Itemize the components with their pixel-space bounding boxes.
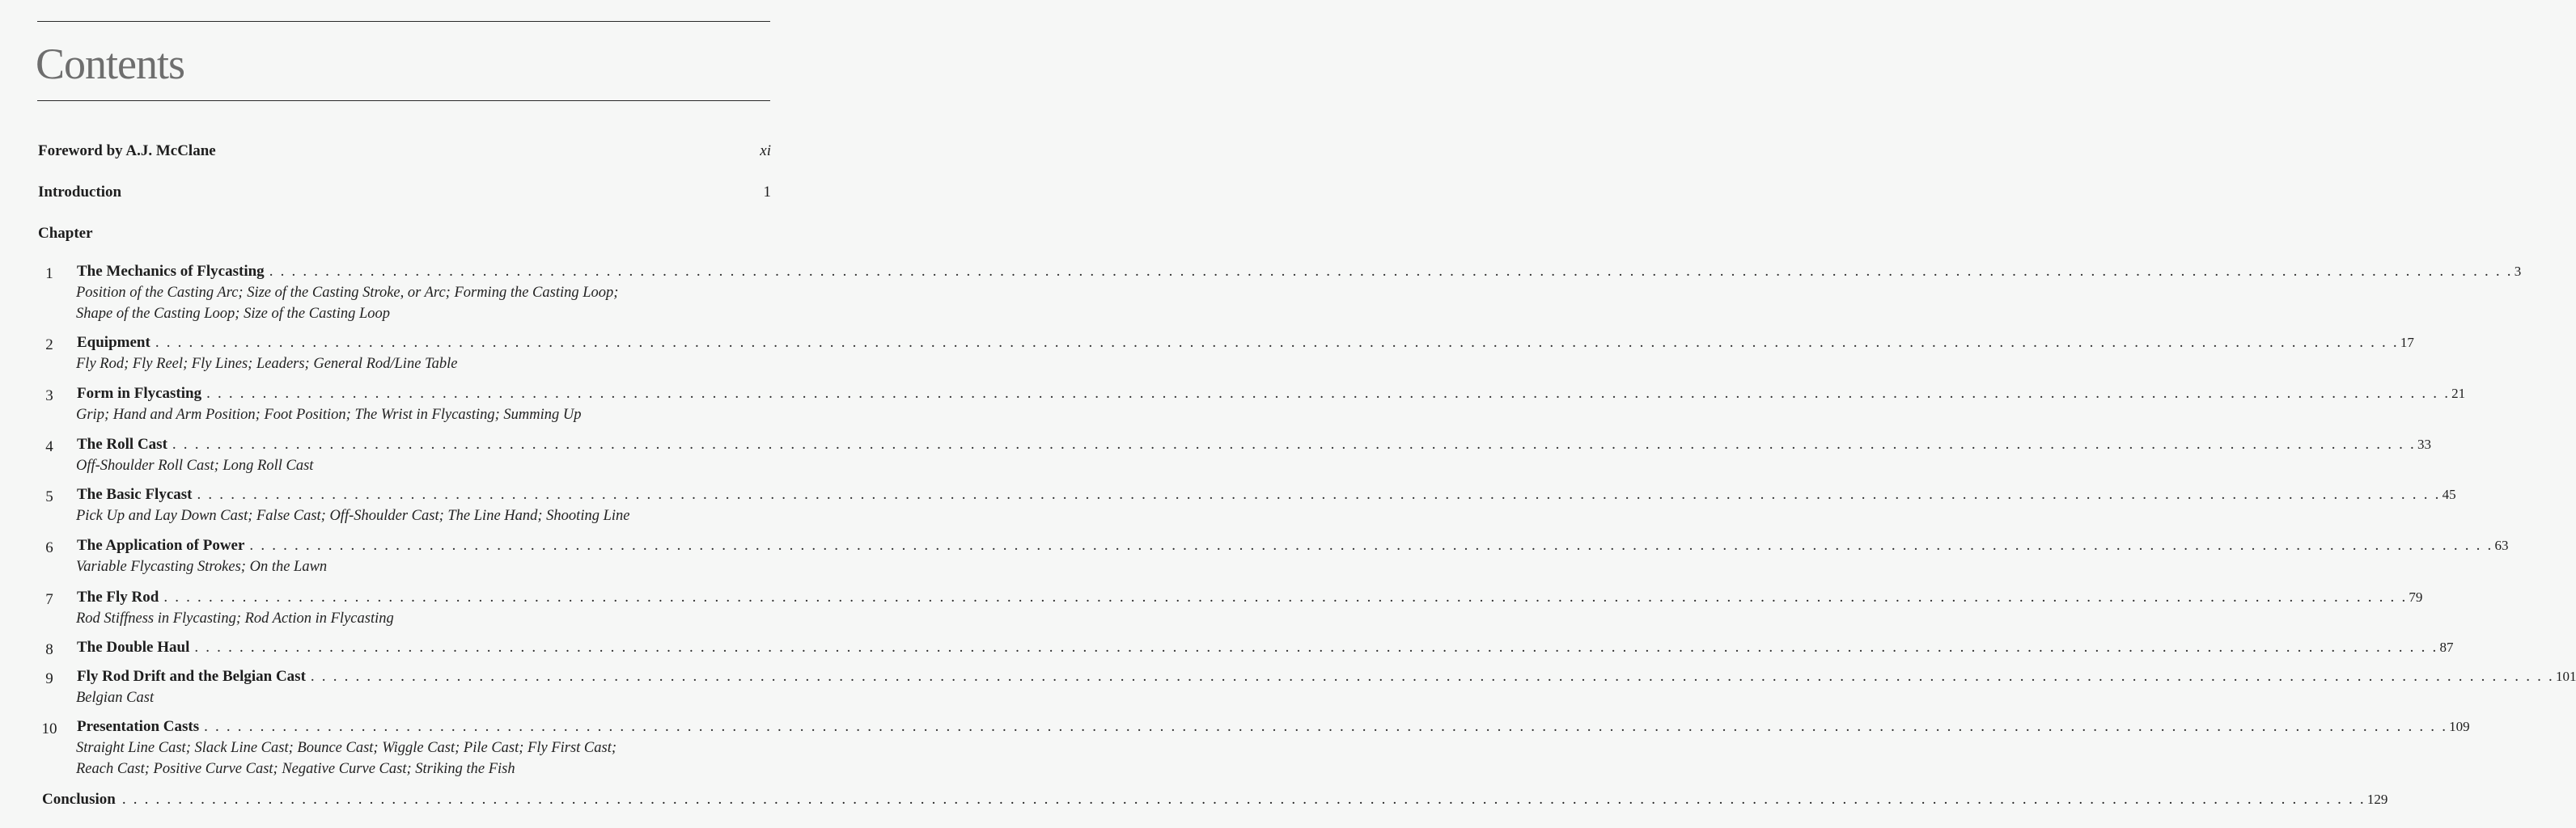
- chapter-number: 9: [45, 670, 53, 687]
- chapter-title: The Application of Power: [77, 537, 245, 554]
- introduction-label: Introduction: [38, 184, 122, 201]
- chapter-page-number: 101: [2555, 669, 2576, 684]
- introduction-page: 1: [763, 184, 771, 201]
- chapter-page-number: 3: [2514, 264, 2522, 279]
- conclusion-page: 129: [2366, 792, 2388, 807]
- chapter-heading-line: [77, 718, 2470, 736]
- chapter-subtopics: Straight Line Cast; Slack Line Cast; Bounce Cast; Wiggle Cast; Pile Cast; Fly First Cast;: [76, 740, 617, 756]
- foreword-label: Foreword by A.J. McClane: [38, 142, 216, 159]
- chapter-title: Fly Rod Drift and the Belgian Cast: [77, 668, 306, 685]
- chapter-title: Presentation Casts: [77, 718, 200, 735]
- chapter-title: The Roll Cast: [77, 436, 167, 453]
- leader-dots: . . . . . . . . . . . . . . . . . . . . . . . . . . . . . . . . . . . . . . . . . . . . . . . . . . . . . . . . . . . . . . . . . . . . . . . . . . . . . . . . . . . . . . . . . . . . . . . . . . . . . . . . . . . . . . . . . . . . . . . . . . . . . . . . . . . . . . . . . . . . . . . . . . . . . . . . . . . . . . . . . . . . . . . . . . . . . . . . . . . . . . . . . . . . . . . . . . . . . . . .: [197, 486, 2441, 503]
- chapter-number: 4: [45, 438, 53, 455]
- chapter-page-number: 21: [2451, 386, 2466, 401]
- chapter-heading-line: [77, 486, 2456, 504]
- leader-dots: . . . . . . . . . . . . . . . . . . . . . . . . . . . . . . . . . . . . . . . . . . . . . . . . . . . . . . . . . . . . . . . . . . . . . . . . . . . . . . . . . . . . . . . . . . . . . . . . . . . . . . . . . . . . . . . . . . . . . . . . . . . . . . . . . . . . . . . . . . . . . . . . . . . . . . . . . . . . . . . . . . . . . . . . . . . . . . . . . . . . . . . . . . . . . . . . . . . . . . . .: [269, 263, 2513, 280]
- conclusion-entry[interactable]: [42, 791, 2388, 809]
- chapter-title: The Basic Flycast: [77, 486, 193, 503]
- chapter-number: 5: [45, 488, 53, 505]
- chapter-number: 6: [45, 539, 53, 556]
- chapter-subtopics: Position of the Casting Arc; Size of the Casting Stroke, or Arc; Forming the Casting Loop;: [76, 285, 619, 301]
- chapter-number: 2: [45, 336, 53, 353]
- foreword-entry[interactable]: [38, 142, 771, 160]
- chapter-subtopics: Shape of the Casting Loop; Size of the Casting Loop: [76, 306, 390, 322]
- chapter-number: 10: [41, 720, 57, 737]
- leader-dots: . . . . . . . . . . . . . . . . . . . . . . . . . . . . . . . . . . . . . . . . . . . . . . . . . . . . . . . . . . . . . . . . . . . . . . . . . . . . . . . . . . . . . . . . . . . . . . . . . . . . . . . . . . . . . . . . . . . . . . . . . . . . . . . . . . . . . . . . . . . . . . . . . . . . . . . . . . . . . . . . . . . . . . . . . . . . . . . . . . . . . . . . . . . . . . . . . . . . . . . .: [249, 537, 2493, 554]
- introduction-entry[interactable]: [38, 184, 771, 201]
- chapter-page-number: 33: [2417, 437, 2431, 452]
- top-rule: [37, 21, 770, 22]
- chapter-heading-line: [77, 263, 2522, 281]
- chapter-heading-line: [77, 589, 2423, 606]
- chapter-subtopics: Grip; Hand and Arm Position; Foot Position; The Wrist in Flycasting; Summing Up: [76, 407, 582, 423]
- chapter-number: 1: [45, 265, 53, 282]
- chapter-title: Form in Flycasting: [77, 385, 202, 402]
- conclusion-label: Conclusion: [42, 791, 116, 808]
- chapter-page-number: 63: [2494, 538, 2509, 553]
- leader-dots: . . . . . . . . . . . . . . . . . . . . . . . . . . . . . . . . . . . . . . . . . . . . . . . . . . . . . . . . . . . . . . . . . . . . . . . . . . . . . . . . . . . . . . . . . . . . . . . . . . . . . . . . . . . . . . . . . . . . . . . . . . . . . . . . . . . . . . . . . . . . . . . . . . . . . . . . . . . . . . . . . . . . . . . . . . . . . . . . . . . . . . . . . . . . . . . . . . . . . . . .: [194, 639, 2438, 656]
- chapter-subtopics: Variable Flycasting Strokes; On the Lawn: [76, 559, 328, 575]
- chapter-subtopics: Pick Up and Lay Down Cast; False Cast; Off-Shoulder Cast; The Line Hand; Shooting Line: [76, 508, 630, 524]
- chapter-page-number: 45: [2442, 487, 2456, 502]
- leader-dots: . . . . . . . . . . . . . . . . . . . . . . . . . . . . . . . . . . . . . . . . . . . . . . . . . . . . . . . . . . . . . . . . . . . . . . . . . . . . . . . . . . . . . . . . . . . . . . . . . . . . . . . . . . . . . . . . . . . . . . . . . . . . . . . . . . . . . . . . . . . . . . . . . . . . . . . . . . . . . . . . . . . . . . . . . . . . . . . . . . . . . . . . . . . . . . . . . . . . . . . .: [121, 791, 2366, 808]
- chapter-page-number: 17: [2400, 335, 2414, 350]
- leader-dots: . . . . . . . . . . . . . . . . . . . . . . . . . . . . . . . . . . . . . . . . . . . . . . . . . . . . . . . . . . . . . . . . . . . . . . . . . . . . . . . . . . . . . . . . . . . . . . . . . . . . . . . . . . . . . . . . . . . . . . . . . . . . . . . . . . . . . . . . . . . . . . . . . . . . . . . . . . . . . . . . . . . . . . . . . . . . . . . . . . . . . . . . . . . . . . . . . . . . . . . .: [172, 436, 2416, 453]
- leader-dots: . . . . . . . . . . . . . . . . . . . . . . . . . . . . . . . . . . . . . . . . . . . . . . . . . . . . . . . . . . . . . . . . . . . . . . . . . . . . . . . . . . . . . . . . . . . . . . . . . . . . . . . . . . . . . . . . . . . . . . . . . . . . . . . . . . . . . . . . . . . . . . . . . . . . . . . . . . . . . . . . . . . . . . . . . . . . . . . . . . . . . . . . . . . . . . . . . . . . . . . .: [163, 589, 2408, 606]
- chapter-subtopics: Reach Cast; Positive Curve Cast; Negative Curve Cast; Striking the Fish: [76, 761, 515, 777]
- chapter-page-number: 109: [2449, 719, 2470, 734]
- chapter-subtopics: Belgian Cast: [76, 690, 155, 706]
- title-underline-rule: [37, 100, 770, 101]
- leader-dots: . . . . . . . . . . . . . . . . . . . . . . . . . . . . . . . . . . . . . . . . . . . . . . . . . . . . . . . . . . . . . . . . . . . . . . . . . . . . . . . . . . . . . . . . . . . . . . . . . . . . . . . . . . . . . . . . . . . . . . . . . . . . . . . . . . . . . . . . . . . . . . . . . . . . . . . . . . . . . . . . . . . . . . . . . . . . . . . . . . . . . . . . . . . . . . . . . . . . . . . .: [310, 668, 2554, 685]
- chapter-number: 3: [45, 387, 53, 404]
- chapter-title: The Mechanics of Flycasting: [77, 263, 265, 280]
- foreword-page: xi: [760, 142, 771, 159]
- chapter-subtopics: Off-Shoulder Roll Cast; Long Roll Cast: [76, 458, 314, 474]
- chapter-number: 7: [45, 591, 53, 608]
- chapter-heading-line: [77, 385, 2466, 403]
- chapter-heading-line: [77, 668, 2576, 686]
- chapter-title: The Double Haul: [77, 639, 190, 656]
- chapter-title: Equipment: [77, 334, 150, 351]
- chapter-heading-line: [77, 436, 2431, 454]
- chapter-page-number: 87: [2439, 640, 2454, 655]
- chapter-subtopics: Fly Rod; Fly Reel; Fly Lines; Leaders; General Rod/Line Table: [76, 356, 458, 372]
- leader-dots: . . . . . . . . . . . . . . . . . . . . . . . . . . . . . . . . . . . . . . . . . . . . . . . . . . . . . . . . . . . . . . . . . . . . . . . . . . . . . . . . . . . . . . . . . . . . . . . . . . . . . . . . . . . . . . . . . . . . . . . . . . . . . . . . . . . . . . . . . . . . . . . . . . . . . . . . . . . . . . . . . . . . . . . . . . . . . . . . . . . . . . . . . . . . . . . . . . . . . . . .: [206, 385, 2451, 402]
- leader-dots: . . . . . . . . . . . . . . . . . . . . . . . . . . . . . . . . . . . . . . . . . . . . . . . . . . . . . . . . . . . . . . . . . . . . . . . . . . . . . . . . . . . . . . . . . . . . . . . . . . . . . . . . . . . . . . . . . . . . . . . . . . . . . . . . . . . . . . . . . . . . . . . . . . . . . . . . . . . . . . . . . . . . . . . . . . . . . . . . . . . . . . . . . . . . . . . . . . . . . . . .: [204, 718, 2448, 735]
- chapter-heading: Chapter: [38, 225, 93, 242]
- chapter-heading-line: [77, 537, 2509, 555]
- chapter-title: The Fly Rod: [77, 589, 159, 606]
- chapter-page-number: 79: [2409, 589, 2423, 605]
- chapter-heading-line: [77, 639, 2454, 657]
- leader-dots: . . . . . . . . . . . . . . . . . . . . . . . . . . . . . . . . . . . . . . . . . . . . . . . . . . . . . . . . . . . . . . . . . . . . . . . . . . . . . . . . . . . . . . . . . . . . . . . . . . . . . . . . . . . . . . . . . . . . . . . . . . . . . . . . . . . . . . . . . . . . . . . . . . . . . . . . . . . . . . . . . . . . . . . . . . . . . . . . . . . . . . . . . . . . . . . . . . . . . . . .: [155, 334, 2399, 351]
- chapter-subtopics: Rod Stiffness in Flycasting; Rod Action in Flycasting: [76, 610, 394, 627]
- chapter-number: 8: [45, 641, 53, 658]
- page-title: Contents: [36, 40, 185, 88]
- chapter-heading-line: [77, 334, 2414, 352]
